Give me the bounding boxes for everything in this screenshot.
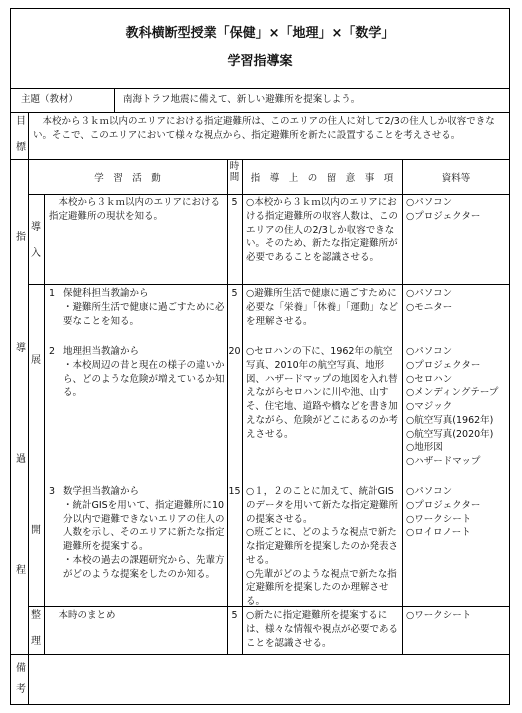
stage-summary-2: 理 <box>31 636 41 647</box>
divider <box>28 654 29 704</box>
divider <box>114 88 115 112</box>
lesson-plan-document <box>10 8 510 705</box>
stage-summary-1: 整 <box>31 610 41 621</box>
divider <box>28 194 509 195</box>
document-subtitle: 学習指導案 <box>227 54 293 69</box>
dev3-materials: ○パソコン ○プロジェクター ○ワークシート ○ロイロノート <box>406 486 481 539</box>
summary-materials: ○ワークシート <box>406 610 472 621</box>
divider <box>11 112 509 113</box>
divider <box>227 159 228 654</box>
divider <box>28 112 29 159</box>
column-header-time: 時間 <box>229 161 240 184</box>
goal-label-1: 目 <box>16 116 26 127</box>
remarks-label-1: 備 <box>16 663 26 674</box>
summary-notes: ○新たに指定避難所を提案するには、様々な情報や視点が必要であることを認識させる。 <box>246 610 399 649</box>
process-label-1: 指 <box>16 232 26 243</box>
process-label-3: 過 <box>16 454 26 465</box>
dev3-number: 3 <box>49 486 56 497</box>
column-header-notes: 指 導 上 の 留 意 事 項 <box>250 173 394 184</box>
dev2-notes: ○セロハンの下に、1962年の航空写真、2010年の航空写真、地形図、ハザードマップの地図を入れ替えながらセロハンに川や池、山すそ、住宅地、道路や橋などを書き加えながら、危険がどこにあるのか考えさせる。 <box>246 346 399 440</box>
divider <box>402 159 403 654</box>
intro-notes: ○本校から３ｋｍ以内のエリアにおける指定避難所の収容人数は、このエリアの住人の2/3しか収容できない。そのため、新たな指定避難所が必要であることを認識させる。 <box>246 197 399 264</box>
dev3-activity: 数学担当教諭から ・統計GISを用いて、指定避難所に10分以内で避難できないエリアの住人の人数を示し、そのエリアに新たな指定避難所を提案する。 ・本校の過去の課題研究から、先輩方がどのような提案をしたのか知る。 <box>63 486 225 580</box>
divider <box>28 284 509 285</box>
divider <box>11 88 509 89</box>
dev2-activity: 地理担当教諭から ・本校周辺の昔と現在の様子の違いから、どのような危険が増えているか知る。 <box>63 346 225 399</box>
dev2-materials: ○パソコン ○プロジェクター ○セロハン ○メンディングテープ ○マジック ○航空写真(1962年) ○航空写真(2020年) ○地形図 ○ハザードマップ <box>406 346 499 468</box>
dev3-notes: ○１，２のことに加えて、統計GISのデータを用いて新たな指定避難所の提案させる。 ○班ごとに、どのような視点で新たな指定避難所を提案したのか発表させる。 ○先輩がどのような視点で新たな指定避難所を提案したのか理解させる。 <box>246 486 399 608</box>
dev3-time: 15 <box>228 486 241 497</box>
document-title: 教科横断型授業「保健」×「地理」×「数学」 <box>125 26 395 41</box>
dev1-notes: ○避難所生活で健康に過ごすために必要な「栄養」「休養」「運動」などを理解させる。 <box>246 288 399 327</box>
dev2-time: 20 <box>228 346 241 357</box>
theme-text: 南海トラフ地震に備えて、新しい避難所を提案しよう。 <box>123 94 361 105</box>
dev1-time: 5 <box>231 288 238 299</box>
remarks-label-2: 考 <box>16 684 26 695</box>
summary-time: 5 <box>231 610 238 621</box>
column-header-activity: 学 習 活 動 <box>94 173 161 184</box>
dev1-activity: 保健科担当教諭から ・避難所生活で健康に過ごすために必要なことを知る。 <box>63 288 225 327</box>
divider <box>242 159 243 654</box>
divider <box>44 194 45 654</box>
goal-text: 本校から３ｋｍ以内のエリアにおける指定避難所は、このエリアの住人に対して2/3の住人しか収容できない。そこで、このエリアにおいて様々な視点から、指定避難所を新たに設置することを考えさせる。 <box>33 116 495 141</box>
divider <box>11 159 509 160</box>
intro-time: 5 <box>231 197 238 208</box>
stage-develop-2: 開 <box>31 525 41 536</box>
divider <box>28 606 509 607</box>
dev2-number: 2 <box>49 346 56 357</box>
stage-develop-1: 展 <box>31 355 41 366</box>
process-label-4: 程 <box>16 565 26 576</box>
process-label-2: 導 <box>16 343 26 354</box>
theme-label: 主題（教材） <box>21 94 79 105</box>
stage-intro-2: 入 <box>31 248 41 259</box>
divider <box>11 654 509 655</box>
column-header-materials: 資料等 <box>441 173 471 184</box>
intro-activity: 本校から３ｋｍ以内のエリアにおける指定避難所の現状を知る。 <box>49 197 221 222</box>
stage-intro-1: 導 <box>31 222 41 233</box>
intro-materials: ○パソコン ○プロジェクター <box>406 197 481 222</box>
goal-label-2: 標 <box>16 142 26 153</box>
dev1-materials: ○パソコン ○モニター <box>406 288 453 313</box>
dev1-number: 1 <box>49 288 56 299</box>
summary-activity: 本時のまとめ <box>58 610 116 621</box>
